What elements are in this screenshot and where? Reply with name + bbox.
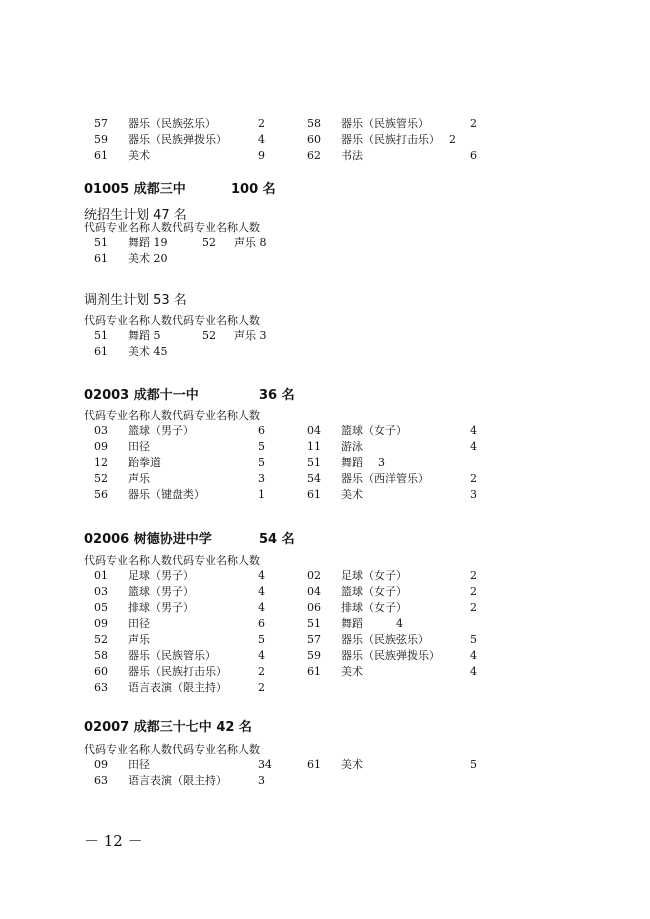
major-cell: 美术 (341, 758, 363, 771)
code-cell: 51 (307, 617, 321, 630)
table-row (0, 344, 650, 360)
code-cell: 60 (94, 665, 108, 678)
code-cell: 04 (307, 424, 321, 437)
count-cell: 4 (258, 585, 265, 598)
major-cell: 足球（女子） (341, 569, 407, 582)
code-cell: 03 (94, 424, 108, 437)
school-code: 01005 (84, 182, 130, 197)
count-cell: 2 (470, 601, 477, 614)
count-cell: 5 (470, 758, 477, 771)
major-cell: 跆拳道 (128, 456, 161, 469)
school-heading (84, 716, 252, 735)
count-cell: 6 (258, 617, 265, 630)
major-cell: 器乐（民族弹拨乐） (128, 133, 227, 146)
count-cell: 2 (449, 133, 456, 146)
column-header: 代码专业名称人数代码专业名称人数 (84, 743, 260, 756)
count-cell: 4 (258, 133, 265, 146)
count-cell: 4 (258, 649, 265, 662)
table-row (0, 773, 650, 789)
table-row (0, 423, 650, 439)
school-total: 36 名 (259, 388, 295, 403)
table-row (0, 757, 650, 773)
table-row (0, 680, 650, 696)
table-row (0, 664, 650, 680)
code-cell: 59 (94, 133, 108, 146)
plan-title: 调剂生计划 53 名 (84, 293, 187, 308)
major-cell: 器乐（键盘类） (128, 488, 205, 501)
code-cell: 51 (94, 329, 108, 342)
code-cell: 01 (94, 569, 108, 582)
table-row (0, 148, 650, 164)
major-cell: 声乐 (128, 472, 150, 485)
code-cell: 09 (94, 758, 108, 771)
code-cell: 05 (94, 601, 108, 614)
count-cell: 2 (470, 117, 477, 130)
code-cell: 61 (94, 345, 108, 358)
code-cell: 61 (307, 665, 321, 678)
table-row (0, 471, 650, 487)
code-cell: 57 (307, 633, 321, 646)
column-header: 代码专业名称人数代码专业名称人数 (84, 409, 260, 422)
major-cell: 美术 20 (128, 252, 168, 265)
code-cell: 61 (307, 758, 321, 771)
count-cell: 4 (470, 440, 477, 453)
major-cell: 排球（女子） (341, 601, 407, 614)
major-cell: 篮球（女子） (341, 585, 407, 598)
code-cell: 57 (94, 117, 108, 130)
table-row (0, 439, 650, 455)
code-cell: 61 (94, 149, 108, 162)
major-cell: 器乐（民族打击乐） (128, 665, 227, 678)
code-cell: 60 (307, 133, 321, 146)
code-cell: 09 (94, 440, 108, 453)
major-cell: 书法 (341, 149, 363, 162)
major-cell: 田径 (128, 758, 150, 771)
code-cell: 12 (94, 456, 108, 469)
school-total: 100 名 (231, 182, 276, 197)
major-cell: 游泳 (341, 440, 363, 453)
table-row (0, 616, 650, 632)
table-row (0, 116, 650, 132)
code-cell: 59 (307, 649, 321, 662)
major-cell: 足球（男子） (128, 569, 194, 582)
code-cell: 51 (94, 236, 108, 249)
major-cell: 舞蹈 19 (128, 236, 168, 249)
plan-title: 统招生计划 47 名 (84, 208, 187, 223)
column-header: 代码专业名称人数代码专业名称人数 (84, 221, 260, 234)
count-cell: 2 (258, 665, 265, 678)
count-cell: 9 (258, 149, 265, 162)
code-cell: 52 (94, 633, 108, 646)
count-cell: 3 (470, 488, 477, 501)
major-cell: 器乐（民族弦乐） (128, 117, 216, 130)
major-cell: 美术 45 (128, 345, 168, 358)
table-row (0, 235, 650, 251)
school-total: 54 名 (259, 532, 295, 547)
major-cell: 器乐（民族管乐） (341, 117, 429, 130)
count-cell: 4 (396, 617, 403, 630)
major-cell: 器乐（民族弹拨乐） (341, 649, 440, 662)
major-cell: 语言表演（限主持） (128, 681, 227, 694)
code-cell: 02 (307, 569, 321, 582)
school-total: 42 名 (216, 720, 252, 735)
school-heading (84, 178, 186, 197)
code-cell: 58 (307, 117, 321, 130)
count-cell: 4 (258, 601, 265, 614)
major-cell: 美术 (341, 488, 363, 501)
count-cell: 2 (470, 472, 477, 485)
count-cell: 5 (470, 633, 477, 646)
table-row (0, 251, 650, 267)
count-cell: 6 (470, 149, 477, 162)
major-cell: 篮球（男子） (128, 585, 194, 598)
count-cell: 2 (470, 569, 477, 582)
code-cell: 03 (94, 585, 108, 598)
count-cell: 1 (258, 488, 265, 501)
count-cell: 6 (258, 424, 265, 437)
code-cell: 58 (94, 649, 108, 662)
code-cell: 61 (307, 488, 321, 501)
code-cell: 11 (307, 440, 321, 453)
major-cell: 舞蹈 5 (128, 329, 161, 342)
major-cell: 器乐（西洋管乐） (341, 472, 429, 485)
table-row (0, 632, 650, 648)
code-cell: 63 (94, 681, 108, 694)
major-cell: 声乐 (128, 633, 150, 646)
major-cell: 田径 (128, 440, 150, 453)
table-row (0, 584, 650, 600)
school-heading (84, 528, 212, 547)
count-cell: 4 (470, 665, 477, 678)
code-cell: 54 (307, 472, 321, 485)
code-cell: 51 (307, 456, 321, 469)
school-name: 成都十一中 (133, 388, 199, 403)
table-row (0, 328, 650, 344)
count-cell: 3 (258, 774, 265, 787)
count-cell: 4 (470, 649, 477, 662)
count-cell: 5 (258, 456, 265, 469)
code-cell: 56 (94, 488, 108, 501)
major-cell: 排球（男子） (128, 601, 194, 614)
major-cell: 田径 (128, 617, 150, 630)
school-name: 成都三十七中 (133, 720, 212, 735)
school-name: 树德协进中学 (133, 532, 212, 547)
table-row (0, 568, 650, 584)
table-row (0, 648, 650, 664)
count-cell: 2 (258, 117, 265, 130)
major-cell: 舞蹈 (341, 456, 363, 469)
table-row (0, 487, 650, 503)
table-row (0, 600, 650, 616)
table-row (0, 455, 650, 471)
code-cell: 63 (94, 774, 108, 787)
major-cell: 语言表演（限主持） (128, 774, 227, 787)
school-heading (84, 384, 199, 403)
major-cell: 舞蹈 (341, 617, 363, 630)
school-code: 02006 (84, 532, 130, 547)
major-cell: 器乐（民族打击乐） (341, 133, 440, 146)
code-cell: 06 (307, 601, 321, 614)
school-code: 02007 (84, 720, 130, 735)
count-cell: 3 (378, 456, 385, 469)
code-cell: 52 (202, 236, 216, 249)
table-row (0, 132, 650, 148)
school-code: 02003 (84, 388, 130, 403)
count-cell: 3 (258, 472, 265, 485)
code-cell: 61 (94, 252, 108, 265)
major-cell: 器乐（民族弦乐） (341, 633, 429, 646)
major-cell: 美术 (128, 149, 150, 162)
code-cell: 62 (307, 149, 321, 162)
count-cell: 2 (470, 585, 477, 598)
code-cell: 52 (94, 472, 108, 485)
column-header: 代码专业名称人数代码专业名称人数 (84, 554, 260, 567)
school-name: 成都三中 (133, 182, 186, 197)
code-cell: 52 (202, 329, 216, 342)
code-cell: 09 (94, 617, 108, 630)
count-cell: 2 (258, 681, 265, 694)
count-cell: 34 (258, 758, 272, 771)
major-cell: 篮球（男子） (128, 424, 194, 437)
major-cell: 声乐 3 (234, 329, 267, 342)
count-cell: 5 (258, 633, 265, 646)
major-cell: 篮球（女子） (341, 424, 407, 437)
major-cell: 声乐 8 (234, 236, 267, 249)
major-cell: 美术 (341, 665, 363, 678)
page-number: － 12 － (84, 832, 143, 850)
code-cell: 04 (307, 585, 321, 598)
major-cell: 器乐（民族管乐） (128, 649, 216, 662)
count-cell: 4 (258, 569, 265, 582)
count-cell: 5 (258, 440, 265, 453)
count-cell: 4 (470, 424, 477, 437)
column-header: 代码专业名称人数代码专业名称人数 (84, 314, 260, 327)
